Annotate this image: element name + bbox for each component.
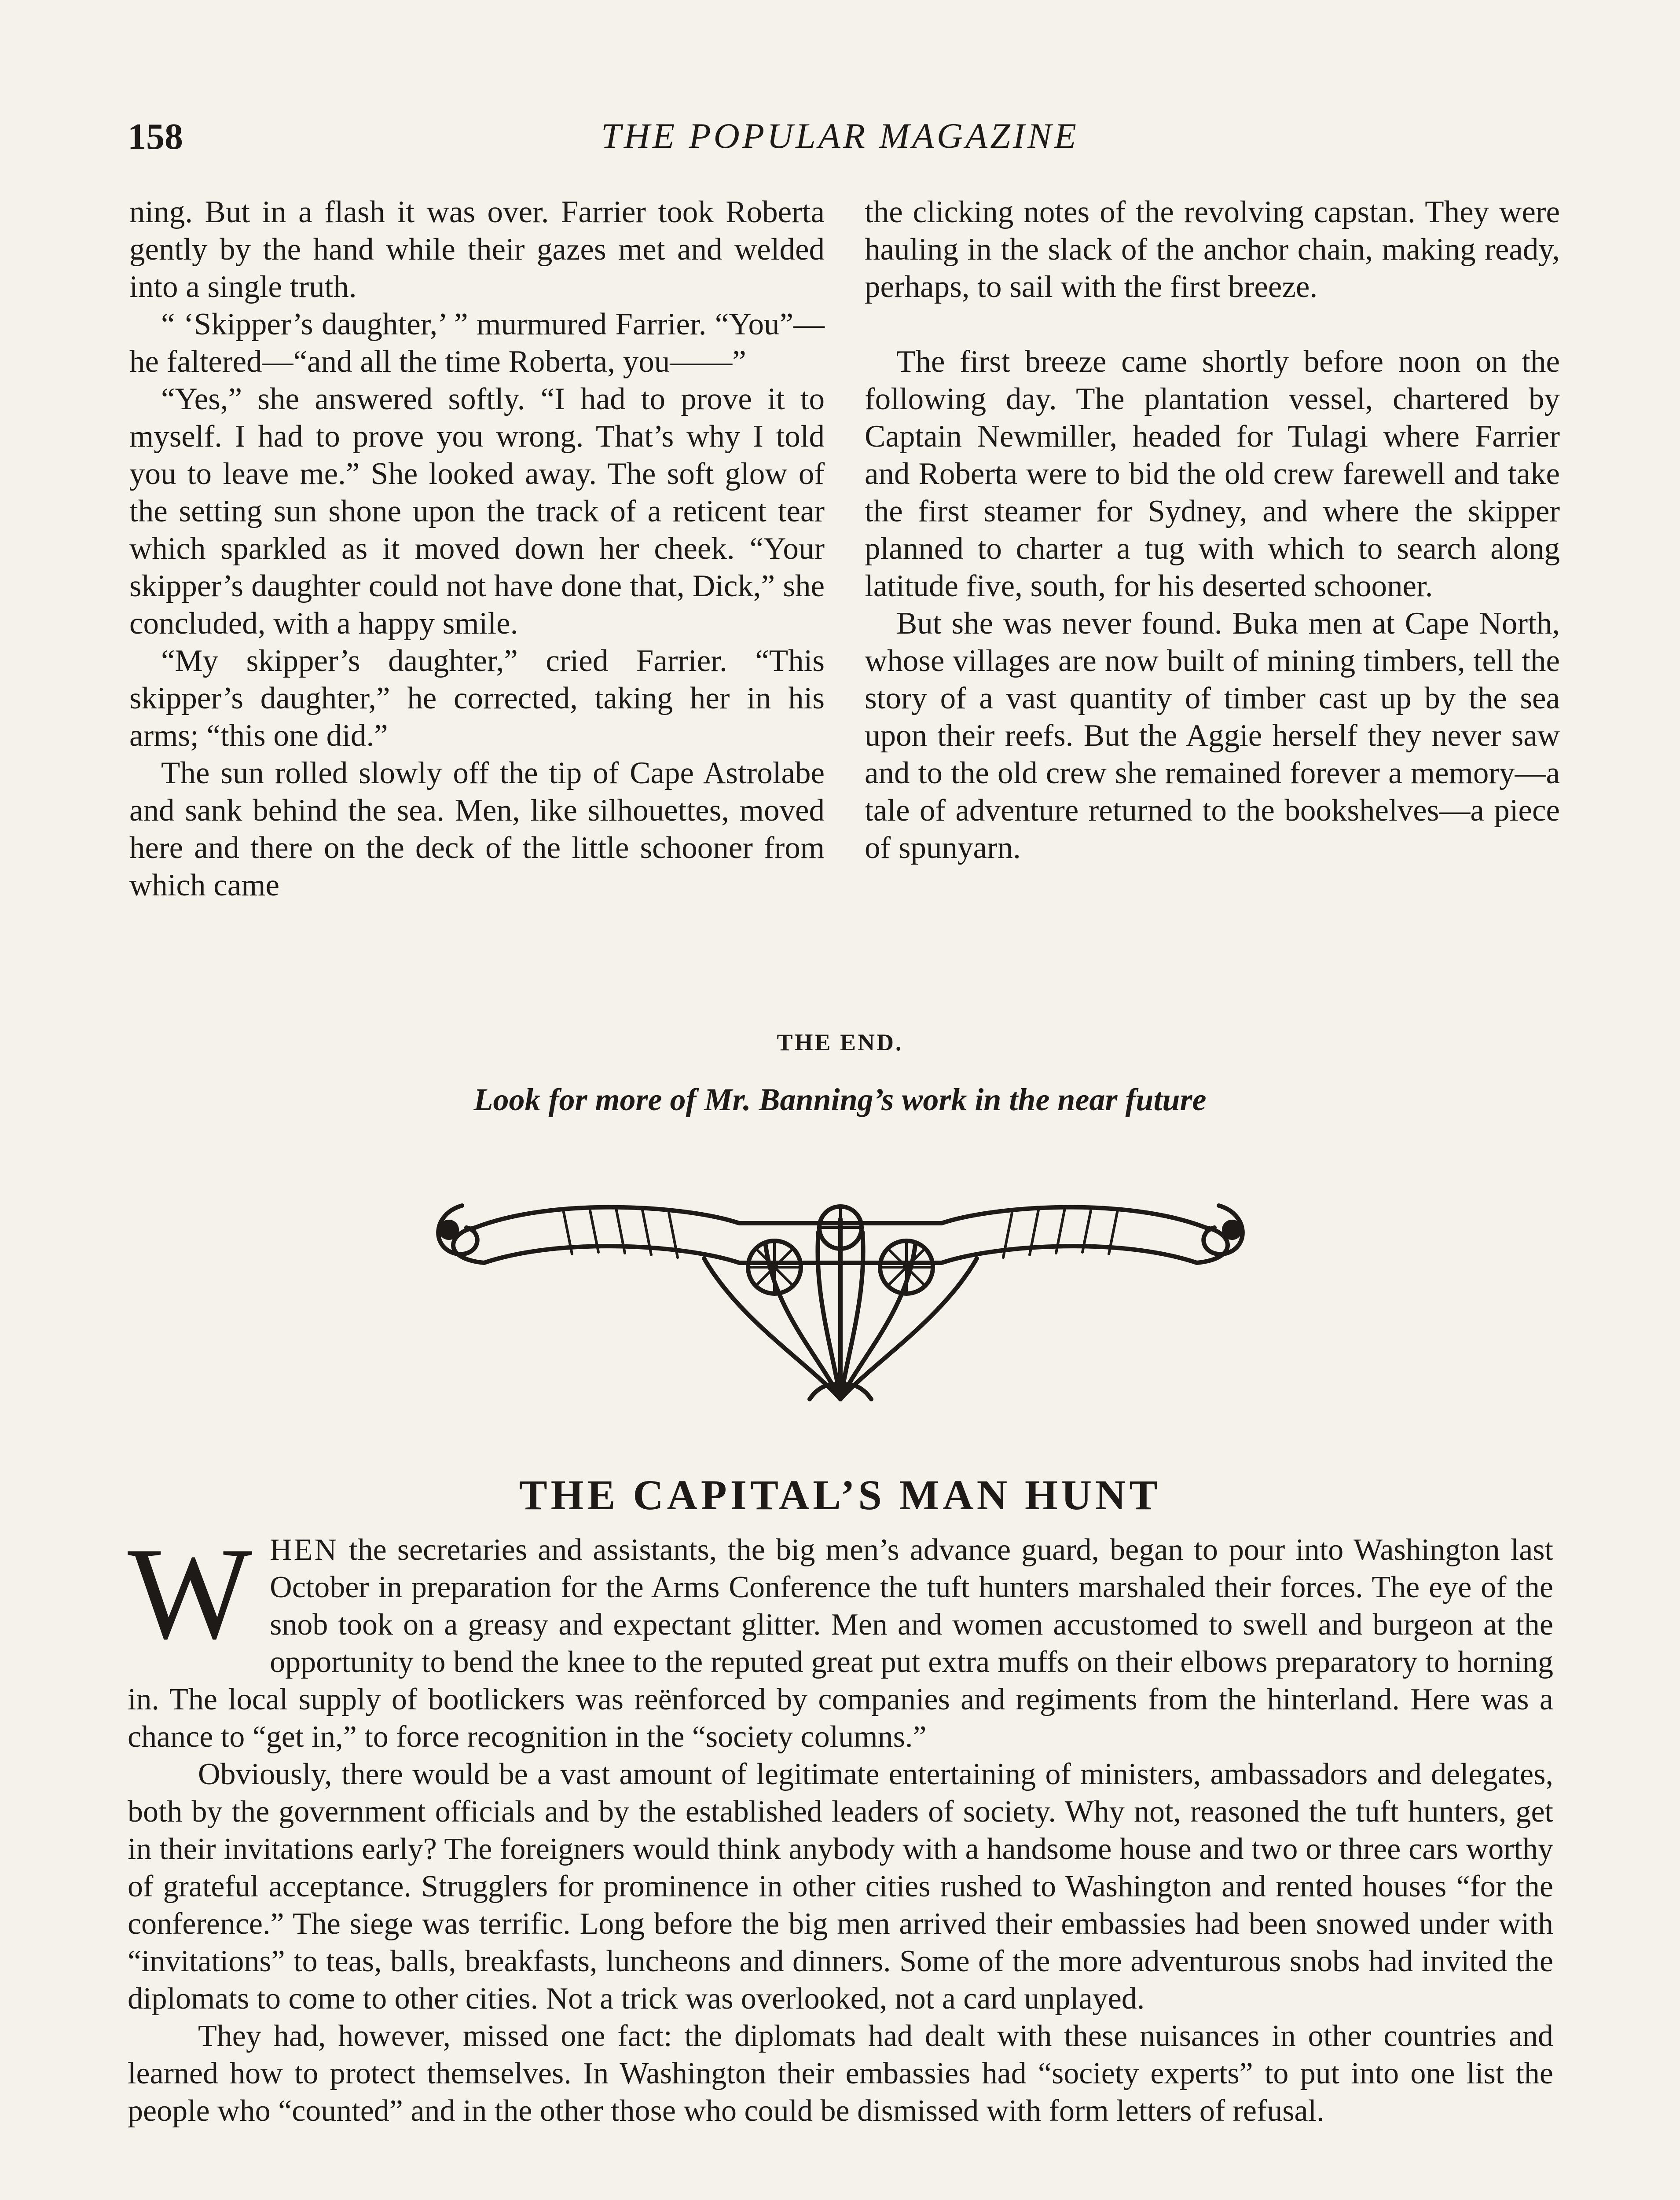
paragraph: the clicking notes of the revolving capstan. They were hauling in the slack of the anchor chain, making ready, perhaps, to sail with the first breeze. xyxy=(865,195,1560,304)
paragraph: ning. But in a flash it was over. Farrier took Roberta gently by the hand while their gazes met and welded into a single truth. xyxy=(129,195,825,304)
left-column xyxy=(129,194,825,904)
paragraph: They had, however, missed one fact: the diplomats had dealt with these nuisances in other countries and learned how to protect themselves. In Washington their embassies had “society experts” to put into one list the people who “counted” and in the other those who could be dismissed with form letters of refusal. xyxy=(128,2019,1553,2128)
paragraph: The first breeze came shortly before noon on the following day. The plantation vessel, chartered by Captain Newmiller, headed for Tulagi where Farrier and Roberta were to bid the old crew farewell and take the first steamer for Sydney, and where the skipper planned to charter a tug with which to search along latitude five, south, for his deserted schooner. xyxy=(865,345,1560,603)
paragraph-text: the secretaries and assistants, the big men’s advance guard, began to pour into Washington last October in preparation for the Arms Conference the tuft hunters marshaled their forces. The eye of the snob took on a greasy and expectant glitter. Men and women accustomed to swell and burgeon at the opportunity to bend the knee to the reputed great put extra muffs on their elbows preparatory to horning in. The local supply of bootlickers was reënforced by companies and regiments from the hinterland. Here was a chance to “get in,” to force recognition in the “society columns.” xyxy=(128,1533,1553,1754)
page-number: 158 xyxy=(128,116,183,157)
paragraph: But she was never found. Buka men at Cape North, whose villages are now built of mining timbers, tell the story of a vast quantity of timber cast up by the sea upon their reefs. But the Aggie herself they never saw and to the old crew she remained forever a memory—a tale of adventure returned to the bookshelves—a piece of spunyarn. xyxy=(865,606,1560,865)
first-word: HEN xyxy=(270,1533,339,1567)
right-column xyxy=(865,194,1560,867)
paragraph: “ ‘Skipper’s daughter,’ ” murmured Farrier. “You”—he faltered—“and all the time Roberta, you——” xyxy=(129,307,825,379)
drop-cap: W xyxy=(128,1520,253,1666)
look-for-note: Look for more of Mr. Banning’s work in the near future xyxy=(473,1082,1207,1117)
running-head: THE POPULAR MAGAZINE xyxy=(601,116,1079,156)
article-body xyxy=(128,1520,1553,2130)
the-end-label: THE END. xyxy=(777,1029,903,1056)
floral-ornament-icon xyxy=(422,1179,1258,1408)
paragraph: “My skipper’s daughter,” cried Farrier. “This skipper’s daughter,” he corrected, taking her in his arms; “this one did.” xyxy=(129,644,825,753)
paragraph: “Yes,” she answered softly. “I had to prove it to myself. I had to prove you wrong. That’s why I told you to leave me.” She looked away. The soft glow of the setting sun shone upon the track of a reticent tear which sparkled as it moved down her cheek. “Your skipper’s daughter could not have done that, Dick,” she concluded, with a happy smile. xyxy=(129,382,825,641)
paragraph: The sun rolled slowly off the tip of Cape Astrolabe and sank behind the sea. Men, like silhouettes, moved here and there on the deck of the little schooner from which came xyxy=(129,756,825,902)
paragraph: Obviously, there would be a vast amount of legitimate entertaining of ministers, ambassadors and delegates, both by the government officials and by the established leaders of society. Why not, reasoned the tuft hunters, get in their invitations early? The foreigners would think anybody with a handsome house and two or three cars worthy of grateful acceptance. Strugglers for prominence in other cities rushed to Washington and rented houses “for the conference.” The siege was terrific. Long before the big men arrived their embassies had been snowed under with “invitations” to teas, balls, breakfasts, luncheons and dinners. Some of the more adventurous snobs had invited the diplomats to come to other cities. Not a trick was overlooked, not a card unplayed. xyxy=(128,1757,1553,2016)
paragraph xyxy=(128,1520,1553,1756)
article-title: THE CAPITAL’S MAN HUNT xyxy=(519,1471,1161,1518)
